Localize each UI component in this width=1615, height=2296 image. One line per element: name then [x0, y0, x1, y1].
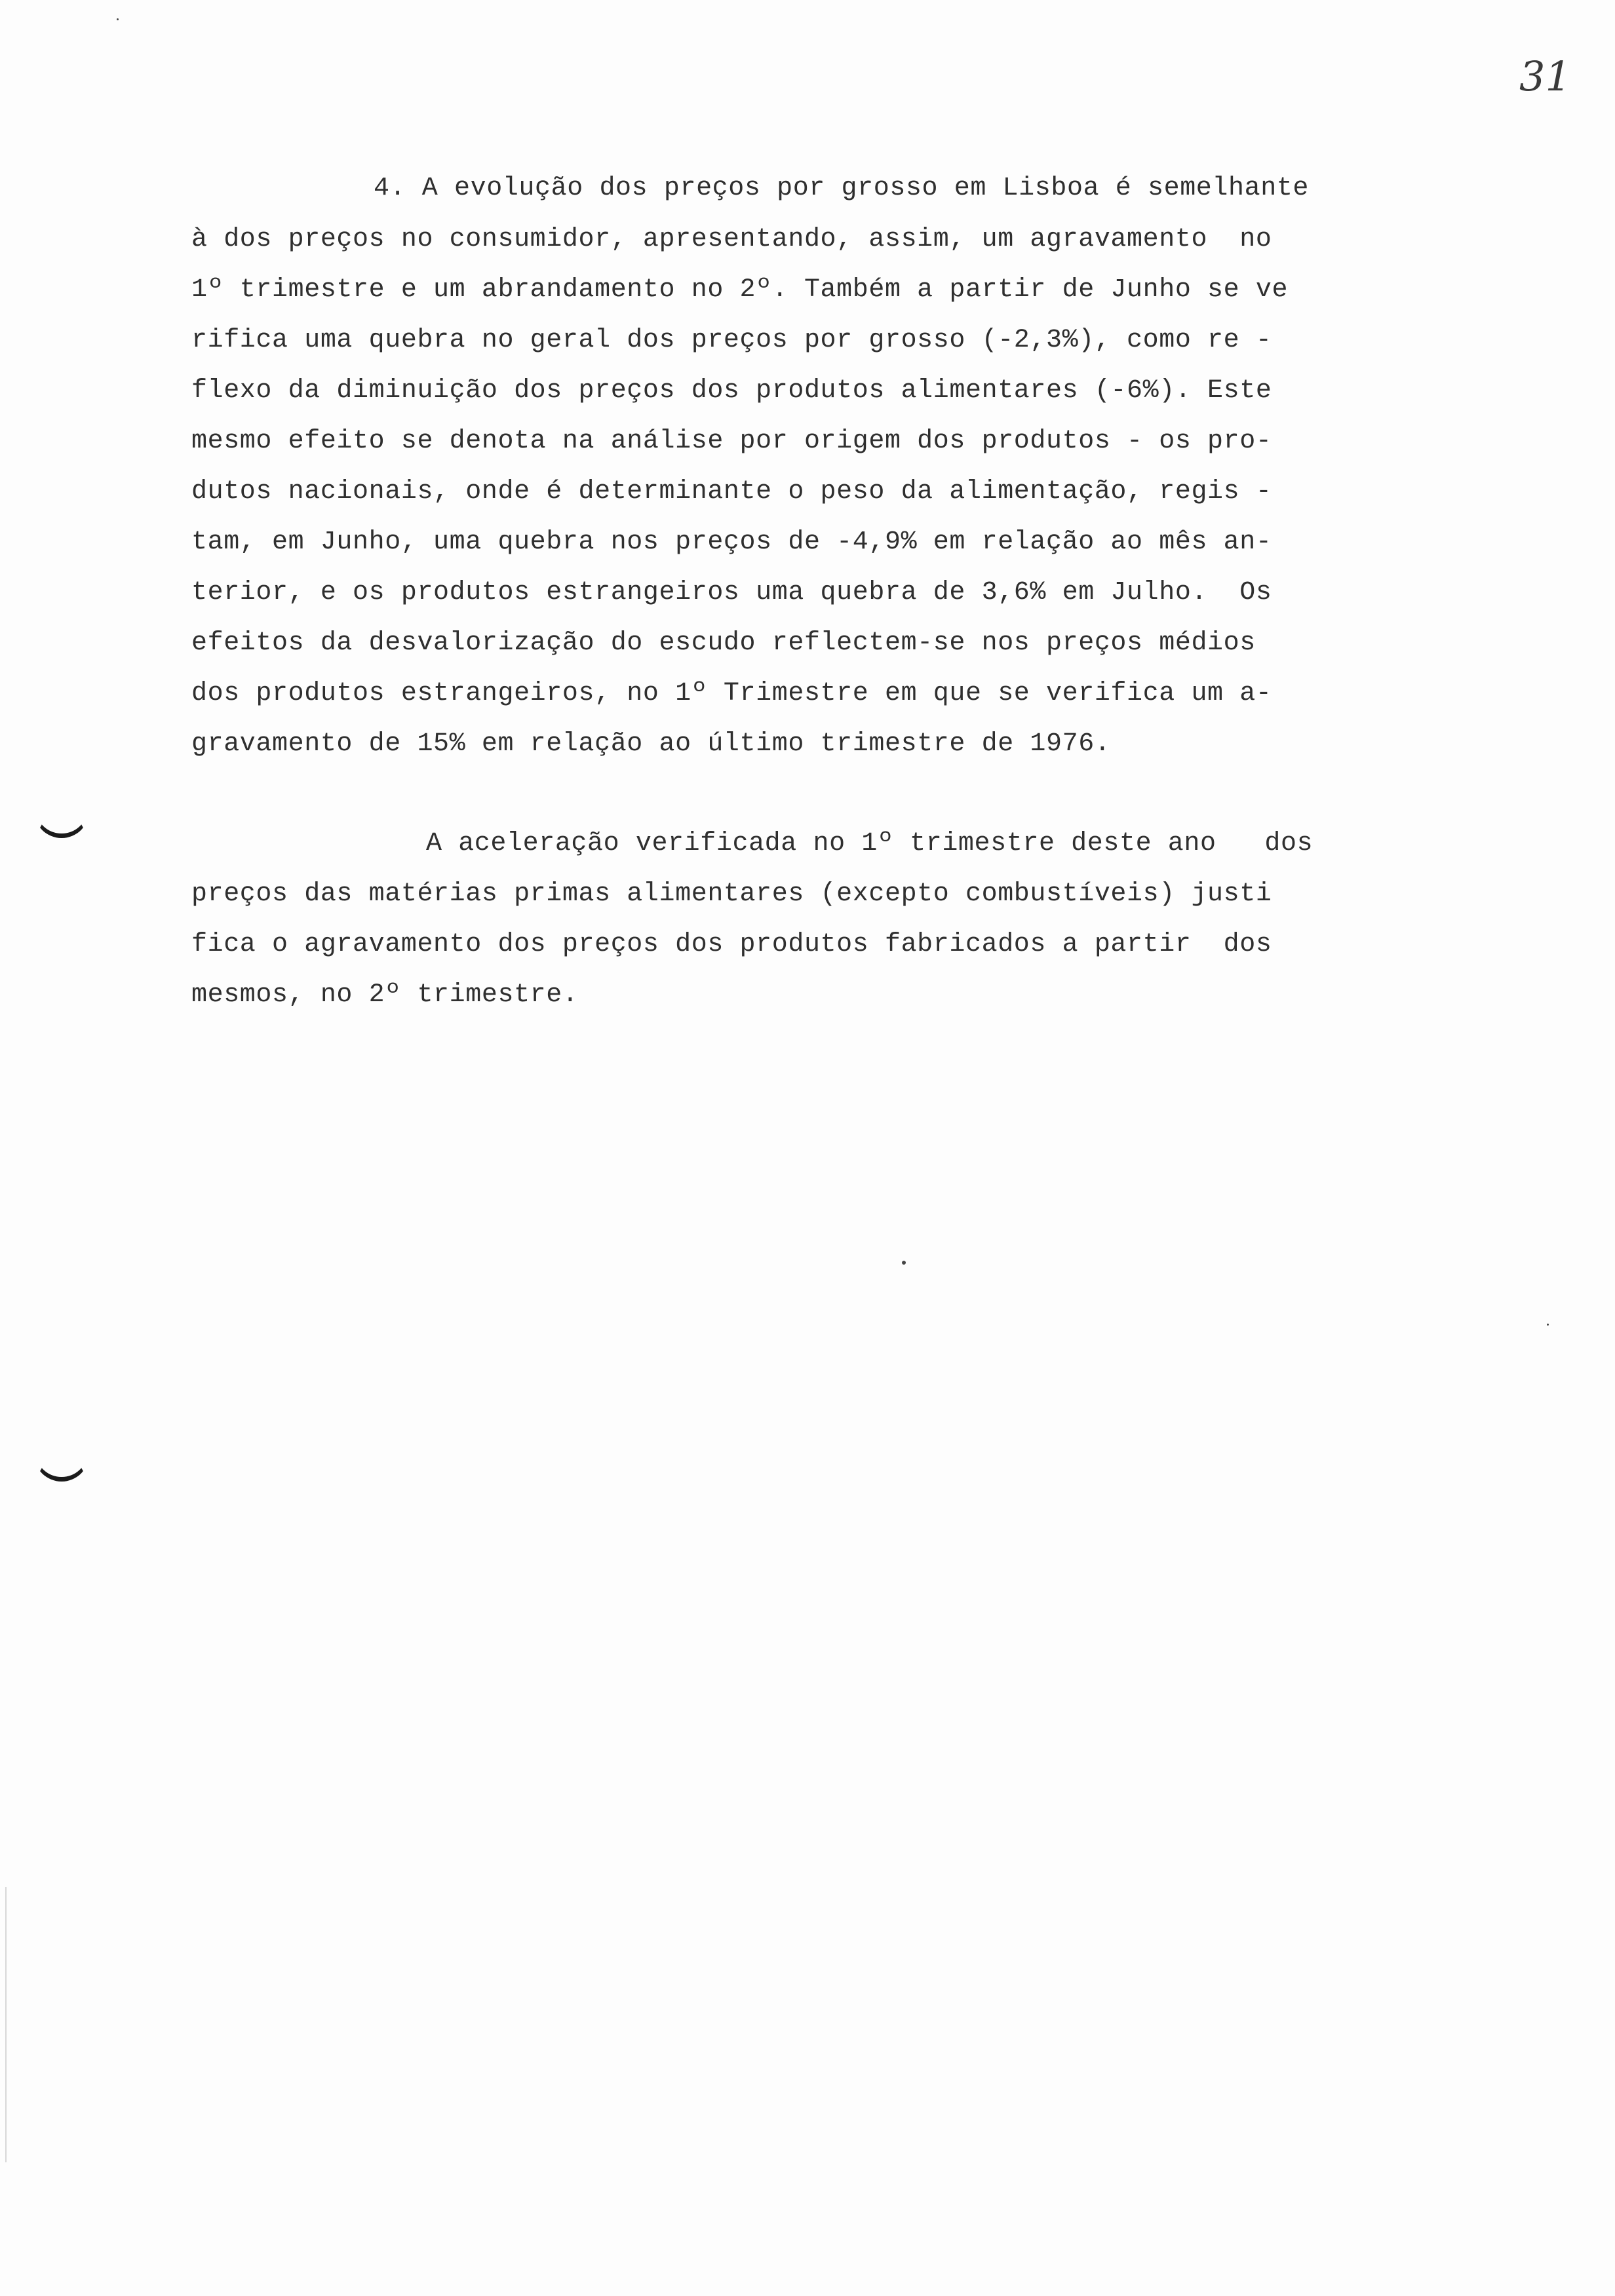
paragraph-2-line-3: fica o agravamento dos preços dos produtos fabricados a partir dos: [191, 930, 1272, 959]
paragraph-2-line-4: mesmos, no 2º trimestre.: [191, 980, 579, 1010]
paragraph-1-line-11: dos produtos estrangeiros, no 1º Trimestre em que se verifica um a-: [191, 679, 1272, 708]
paragraph-1-line-12: gravamento de 15% em relação ao último trimestre de 1976.: [191, 729, 1111, 759]
paragraph-2-line-1: A aceleração verificada no 1º trimestre deste ano dos: [426, 829, 1313, 858]
paragraph-1-line-3: 1º trimestre e um abrandamento no 2º. Também a partir de Junho se ve: [191, 275, 1289, 305]
punch-hole-mark: [34, 1447, 89, 1482]
paragraph-1-line-2: à dos preços no consumidor, apresentando, assim, um agravamento no: [191, 225, 1272, 254]
paragraph-1-line-5: flexo da diminuição dos preços dos produtos alimentares (-6%). Este: [191, 376, 1272, 406]
paragraph-1-line-1: 4. A evolução dos preços por grosso em Lisboa é semelhante: [374, 174, 1310, 203]
paragraph-1-line-10: efeitos da desvalorização do escudo reflectem-se nos preços médios: [191, 628, 1256, 658]
paragraph-1-line-6: mesmo efeito se denota na análise por origem dos produtos - os pro-: [191, 427, 1272, 456]
paragraph-2-line-2: preços das matérias primas alimentares (excepto combustíveis) justi: [191, 879, 1272, 909]
paragraph-1-line-8: tam, em Junho, uma quebra nos preços de -4,9% em relação ao mês an-: [191, 527, 1272, 557]
scan-speck: [902, 1261, 906, 1265]
scan-speck: [1547, 1324, 1549, 1326]
scan-speck: [117, 18, 119, 20]
punch-hole-mark: [34, 803, 89, 838]
scan-edge-line: [5, 1887, 7, 2162]
page-number: 31: [1519, 52, 1571, 100]
paragraph-1-line-9: terior, e os produtos estrangeiros uma quebra de 3,6% em Julho. Os: [191, 578, 1272, 607]
paragraph-1-line-7: dutos nacionais, onde é determinante o peso da alimentação, regis -: [191, 477, 1272, 507]
paragraph-1-line-4: rifica uma quebra no geral dos preços por grosso (-2,3%), como re -: [191, 326, 1272, 355]
